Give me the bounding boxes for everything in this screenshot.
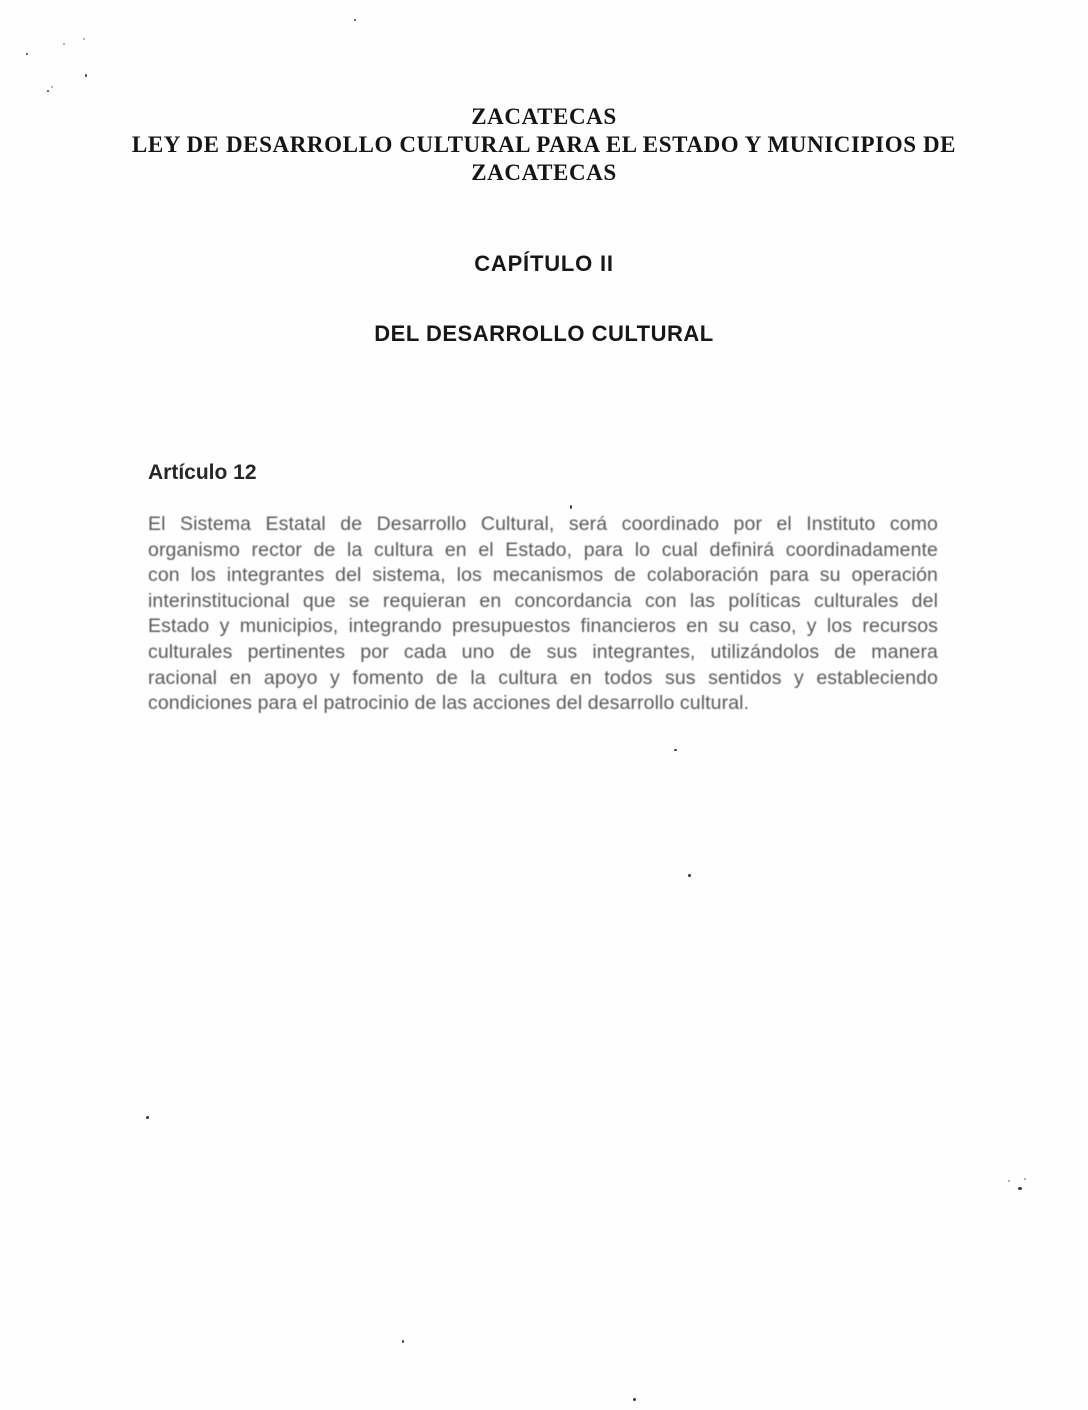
scan-speck: [51, 86, 53, 88]
scan-speck: [688, 874, 691, 877]
article-heading: Artículo 12: [148, 461, 257, 484]
document-title-line: ZACATECAS: [471, 104, 617, 129]
document-title: [0, 103, 1088, 187]
scan-speck: [146, 1116, 149, 1119]
document-title-line: LEY DE DESARROLLO CULTURAL PARA EL ESTADO Y MUNICIPIOS DE: [131, 132, 957, 157]
scan-speck: [633, 1398, 636, 1401]
article-body-line: interinstitucional que se requieran en concordancia con las políticas culturales del: [148, 589, 938, 612]
scan-speck: [674, 749, 677, 751]
scan-speck: [63, 43, 65, 45]
scan-speck: [26, 53, 28, 55]
scan-speck: [1008, 1180, 1010, 1182]
article-body-line: condiciones para el patrocinio de las acciones del desarrollo cultural.: [148, 692, 750, 715]
article-body-line: El Sistema Estatal de Desarrollo Cultural, será coordinado por el Instituto como: [148, 513, 938, 535]
scan-speck: [83, 38, 85, 40]
article-body-line: Estado y municipios, integrando presupuestos financieros en su caso, y los recursos: [148, 615, 938, 638]
article-body: [148, 512, 938, 717]
document-title-line: ZACATECAS: [471, 160, 617, 185]
article-body-line: con los integrantes del sistema, los mecanismos de colaboración para su operación: [148, 564, 938, 587]
scan-speck: [402, 1340, 404, 1343]
scan-speck: [85, 74, 87, 77]
chapter-heading: CAPÍTULO II: [474, 251, 614, 276]
scan-speck: [570, 505, 572, 509]
chapter-subheading: DEL DESARROLLO CULTURAL: [374, 321, 714, 346]
scan-speck: [47, 90, 49, 92]
article-body-line: culturales pertinentes por cada uno de sus integrantes, utilizándolos de manera: [148, 640, 938, 663]
article-body-line: organismo rector de la cultura en el Estado, para lo cual definirá coordinadamente: [148, 538, 938, 561]
scan-speck: [354, 19, 356, 21]
scan-speck: [1018, 1187, 1022, 1190]
article-body-line: racional en apoyo y fomento de la cultura en todos sus sentidos y estableciendo: [148, 666, 938, 689]
scan-speck: [1024, 1178, 1026, 1180]
